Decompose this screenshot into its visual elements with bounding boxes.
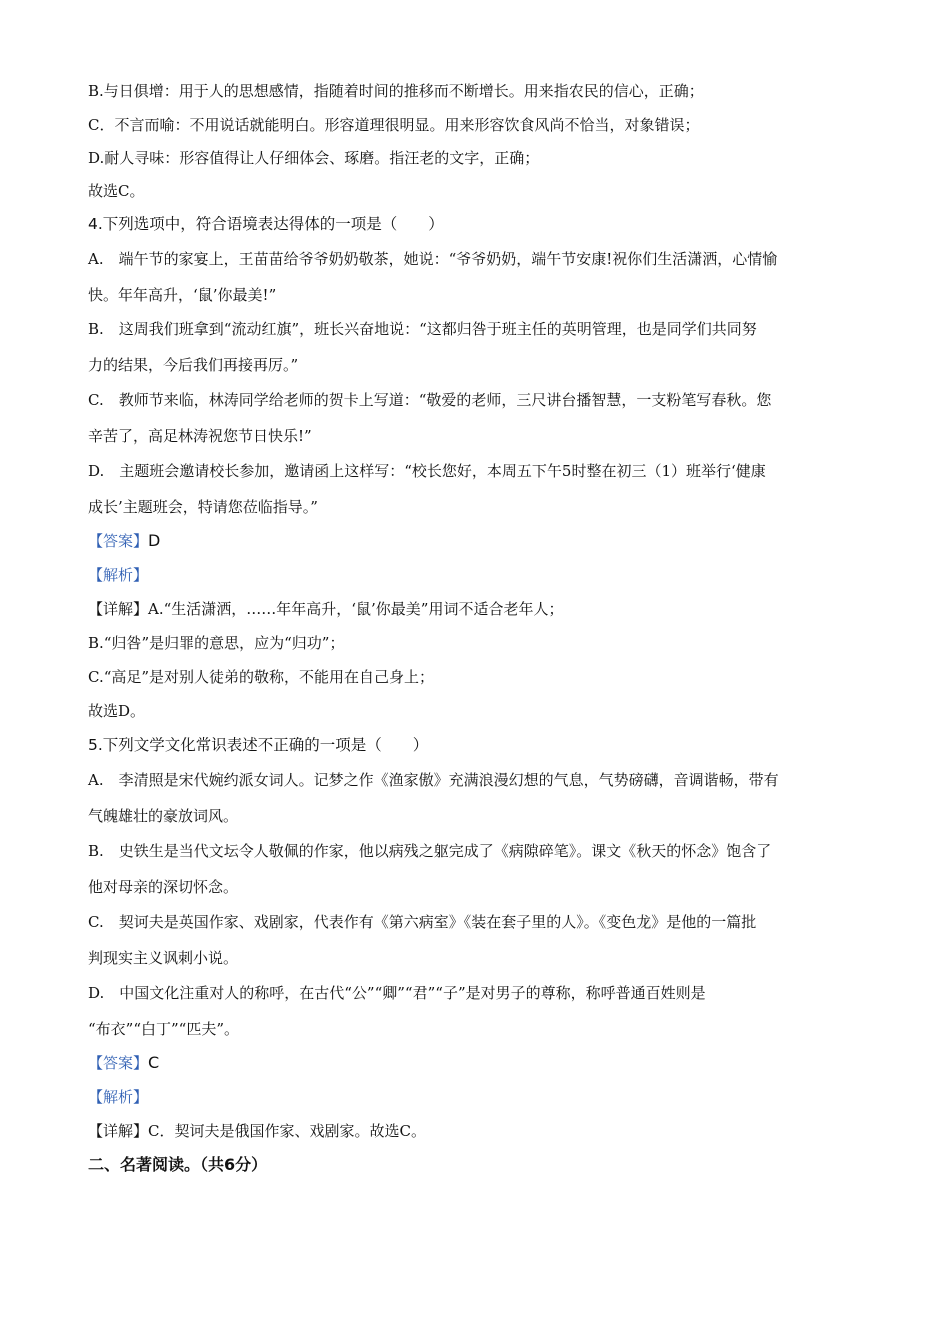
analysis-tag: 【解析】 xyxy=(88,566,149,584)
question-4-stem: 4.下列选项中，符合语境表达得体的一项是（ ） xyxy=(88,215,444,233)
option-d-cont: 成长’主题班会，特请您莅临指导。” xyxy=(88,498,318,516)
detail-line: 【详解】C．契诃夫是俄国作家、戏剧家。故选C。 xyxy=(88,1122,426,1140)
answer-tag: 【答案】 xyxy=(88,532,149,550)
answer-value: C xyxy=(148,1053,160,1072)
answer-value: D xyxy=(148,531,161,550)
option-c: C. 契诃夫是英国作家、戏剧家，代表作有《第六病室》《装在套子里的人》。《变色龙》是他的一篇批 xyxy=(88,913,757,931)
section-title: 二、名著阅读。（共6分） xyxy=(88,1155,268,1174)
option-b-cont: 他对母亲的深切怀念。 xyxy=(88,878,239,896)
option-b: B. 这周我们班拿到“流动红旗”，班长兴奋地说：“这都归咎于班主任的英明管理，也是同学们共同努 xyxy=(88,320,757,338)
option-d: D. 主题班会邀请校长参加，邀请函上这样写：“校长您好，本周五下午5时整在初三（1）班举行‘健康 xyxy=(88,462,766,480)
detail-line: 【详解】A.“生活潇洒，……年年高升，‘鼠’你最美”用词不适合老年人； xyxy=(88,600,564,618)
text-line: D.耐人寻味：形容值得让人仔细体会、琢磨。指汪老的文字，正确； xyxy=(88,149,540,167)
option-b-cont: 力的结果，今后我们再接再厉。” xyxy=(88,356,299,374)
text-line: B.与日俱增：用于人的思想感情，指随着时间的推移而不断增长。用来指农民的信心，正确； xyxy=(88,82,704,100)
text-line: C．不言而喻：不用说话就能明白。形容道理很明显。用来形容饮食风尚不恰当，对象错误； xyxy=(88,116,700,134)
analysis-tag: 【解析】 xyxy=(88,1088,149,1106)
option-c-cont: 判现实主义讽刺小说。 xyxy=(88,949,239,967)
option-c: C. 教师节来临，林涛同学给老师的贺卡上写道：“敬爱的老师，三尺讲台播智慧，一支粉笔写春秋。您 xyxy=(88,391,772,409)
option-d-cont: “布衣”“白丁”“匹夫”。 xyxy=(88,1020,240,1038)
detail-line: 故选D。 xyxy=(88,702,146,720)
detail-line: B.“归咎”是归罪的意思，应为“归功”； xyxy=(88,634,345,652)
answer-tag: 【答案】 xyxy=(88,1054,149,1072)
option-c-cont: 辛苦了，高足林涛祝您节日快乐!” xyxy=(88,427,312,445)
option-a-cont: 气魄雄壮的豪放词风。 xyxy=(88,807,239,825)
option-b: B. 史铁生是当代文坛令人敬佩的作家，他以病残之躯完成了《病隙碎笔》。课文《秋天的怀念》饱含了 xyxy=(88,842,772,860)
option-d: D. 中国文化注重对人的称呼，在古代“公”“卿”“君”“子”是对男子的尊称，称呼普通百姓则是 xyxy=(88,984,706,1002)
option-a: A. 端午节的家宴上，王苗苗给爷爷奶奶敬茶，她说：“爷爷奶奶，端午节安康!祝你们生活潇洒，心情愉 xyxy=(88,250,778,268)
option-a-cont: 快。年年高升，‘鼠’你最美!” xyxy=(88,286,277,304)
question-5-stem: 5.下列文学文化常识表述不正确的一项是（ ） xyxy=(88,736,429,754)
answer-row xyxy=(88,1053,862,1073)
answer-row xyxy=(88,531,862,551)
text-line: 故选C。 xyxy=(88,182,145,200)
detail-line: C.“高足”是对别人徒弟的敬称，不能用在自己身上； xyxy=(88,668,435,686)
option-a: A. 李清照是宋代婉约派女词人。记梦之作《渔家傲》充满浪漫幻想的气息，气势磅礴，音调谐畅，带有 xyxy=(88,771,779,789)
